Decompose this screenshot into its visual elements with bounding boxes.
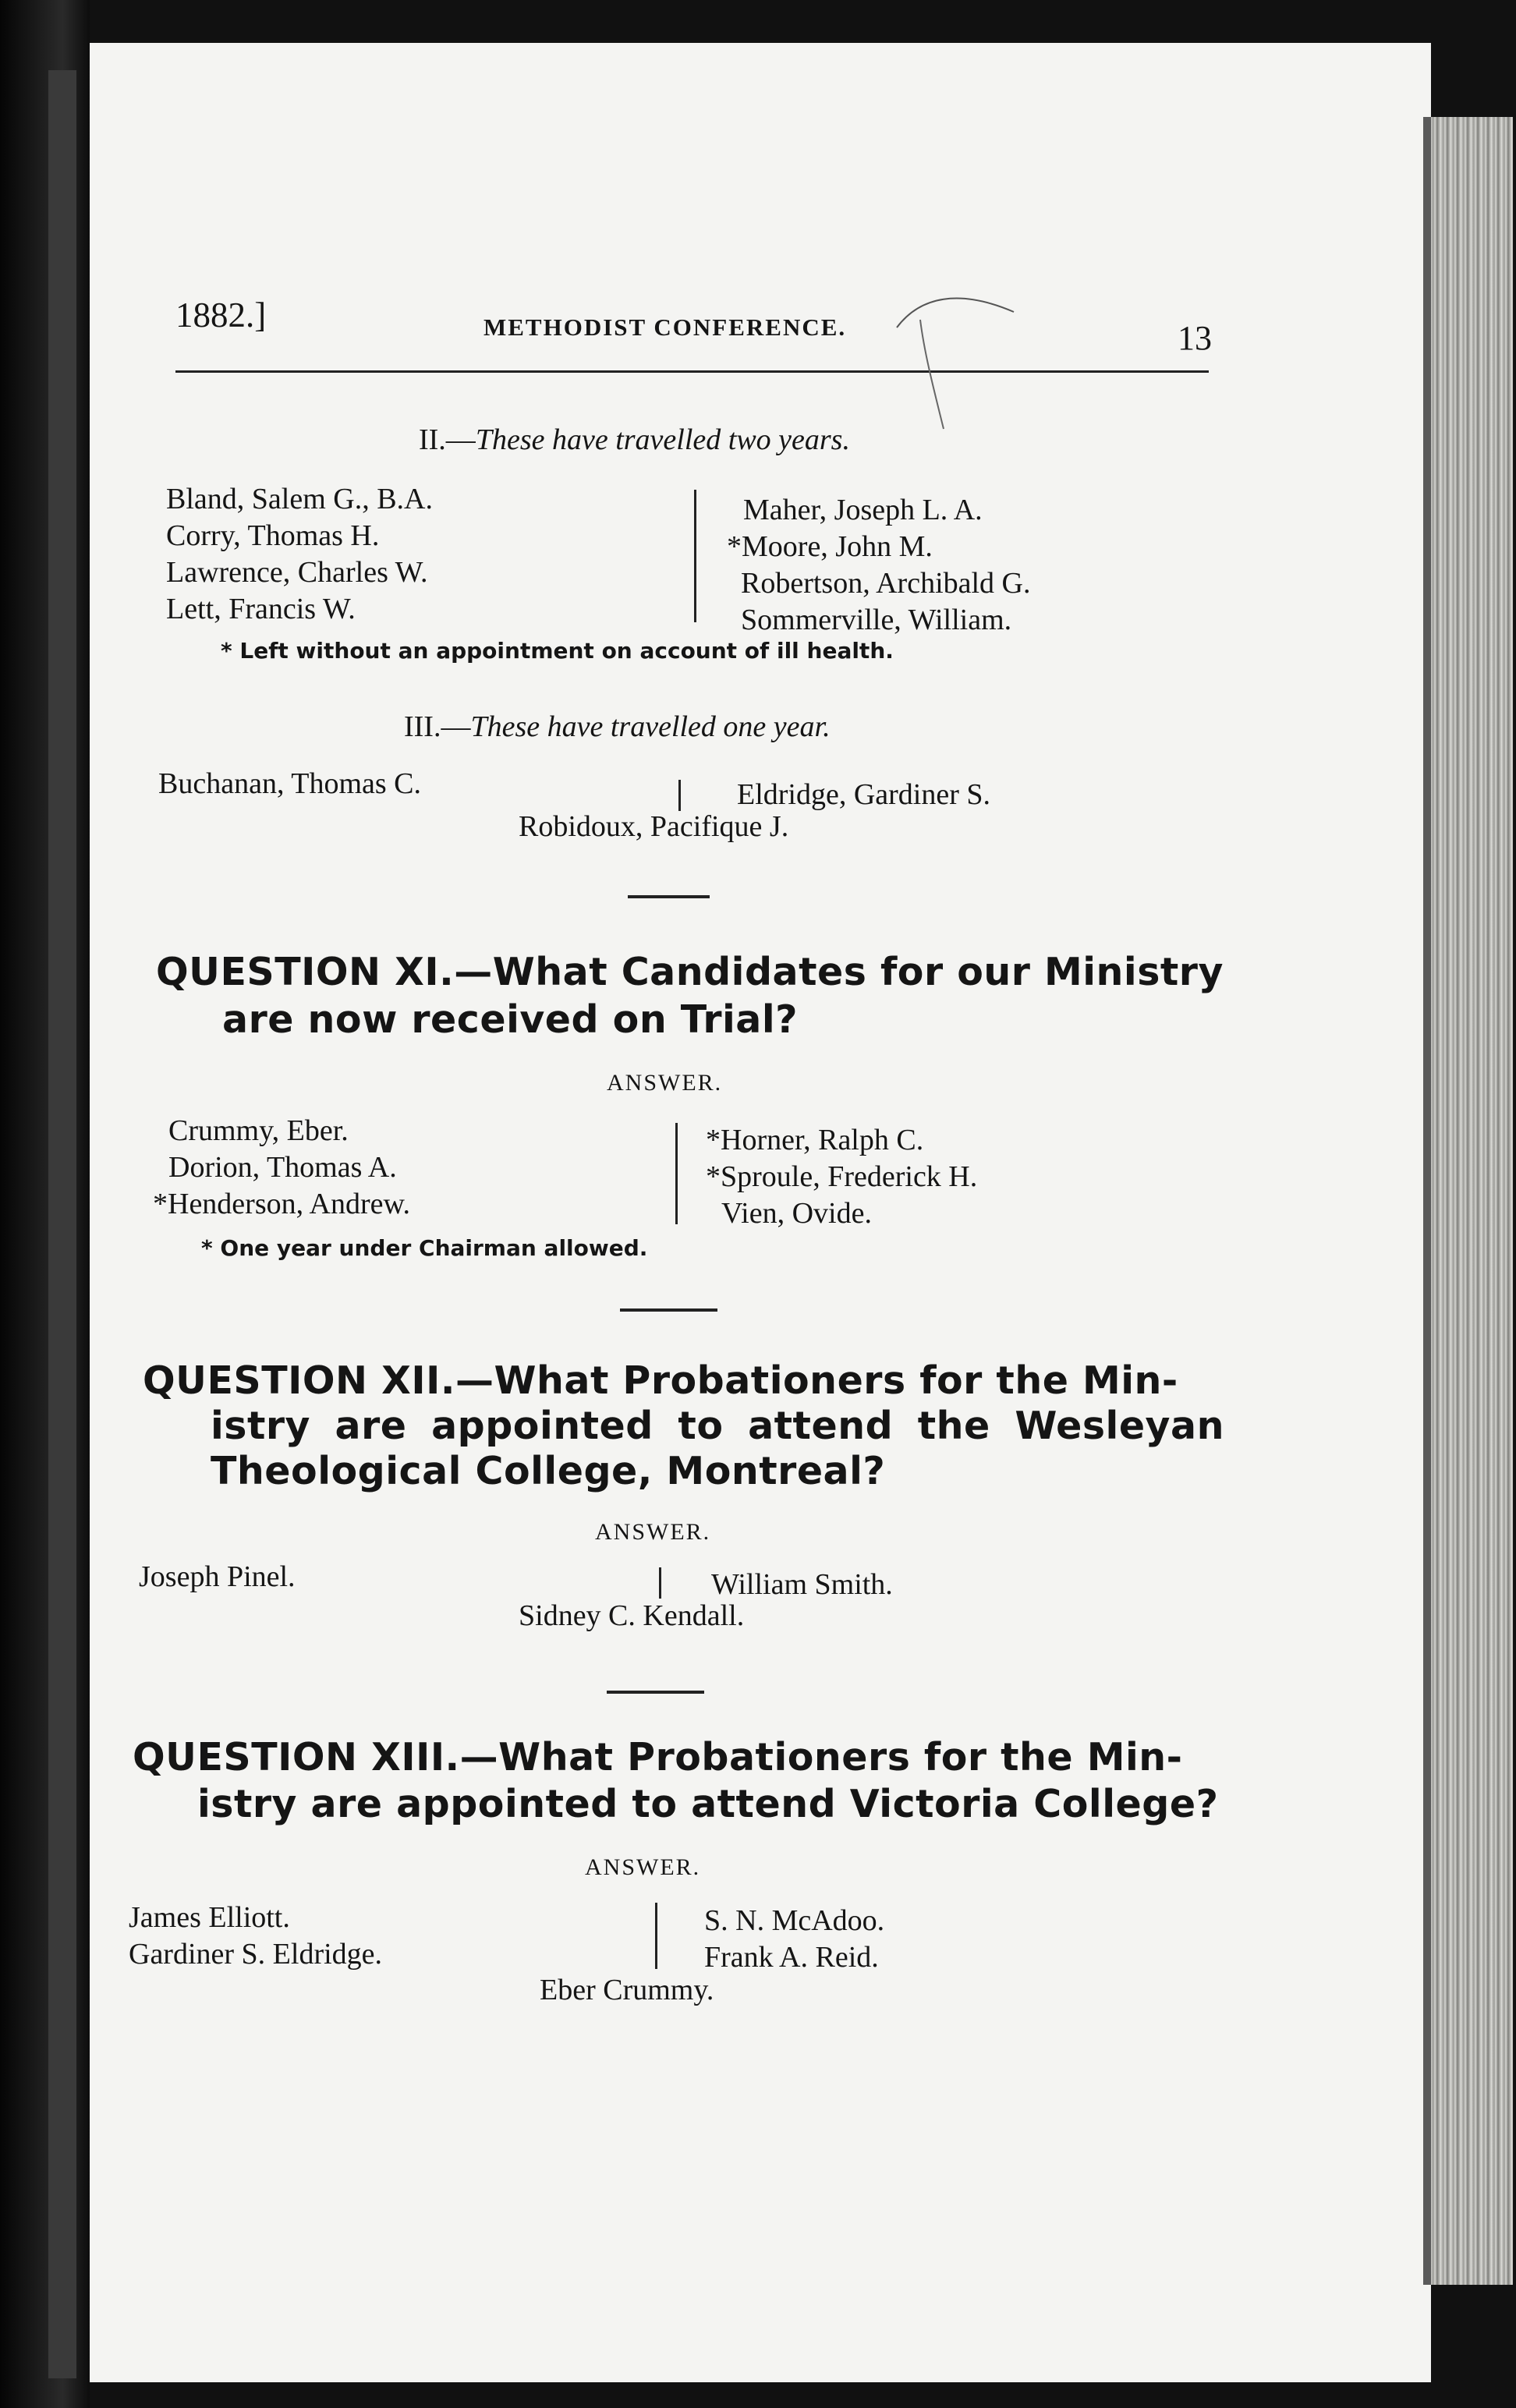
- question-xi-line-1: QUESTION XI.—What Candidates for our Ministry: [156, 950, 1224, 994]
- section-ii-right-name: Robertson, Archibald G.: [741, 567, 1031, 600]
- column-divider: [694, 490, 696, 622]
- section-ii-footnote: * Left without an appointment on account of ill health.: [221, 638, 894, 664]
- question-xi-left-name: Dorion, Thomas A.: [168, 1151, 397, 1184]
- question-xiii-right-name: Frank A. Reid.: [704, 1941, 879, 1974]
- question-xiii-left-name: James Elliott.: [129, 1901, 290, 1934]
- header-rule: [175, 370, 1209, 373]
- question-xiii-right-name: S. N. McAdoo.: [704, 1904, 885, 1937]
- section-ii-heading: [419, 423, 850, 457]
- header-page-number: 13: [1178, 319, 1212, 357]
- question-xi-right-name: *Horner, Ralph C.: [706, 1124, 924, 1156]
- section-ii-right-name: *Moore, John M.: [727, 530, 933, 563]
- question-xi-right-name: *Sproule, Frederick H.: [706, 1160, 978, 1193]
- section-iii-heading-text: These have travelled one year.: [470, 710, 831, 743]
- column-divider: [659, 1567, 661, 1599]
- question-xi-footnote: * One year under Chairman allowed.: [201, 1235, 648, 1261]
- column-divider: [675, 1123, 678, 1224]
- section-ii-right-name: Maher, Joseph L. A.: [743, 494, 983, 526]
- section-ii-numeral: II.—: [419, 423, 476, 456]
- question-xiii-line-2: istry are appointed to attend Victoria College?: [197, 1782, 1219, 1826]
- question-xi-right-name: Vien, Ovide.: [721, 1197, 872, 1230]
- section-iii-center-name: Robidoux, Pacifique J.: [519, 810, 789, 843]
- section-ii-right-name: Sommerville, William.: [741, 604, 1012, 636]
- question-xiii-left-name: Gardiner S. Eldridge.: [129, 1938, 383, 1971]
- question-xi-left-name: *Henderson, Andrew.: [153, 1188, 410, 1220]
- section-ii-left-name: Corry, Thomas H.: [166, 519, 380, 552]
- question-xi-left-name: Crummy, Eber.: [168, 1114, 349, 1147]
- question-xiii-center-name: Eber Crummy.: [540, 1974, 714, 2006]
- section-iii-heading: [404, 710, 831, 744]
- header-year: 1882.]: [175, 296, 267, 335]
- question-xii-line-2: istry are appointed to attend the Wesleyan: [211, 1404, 1224, 1448]
- section-iii-left-name: Buchanan, Thomas C.: [158, 767, 422, 800]
- pencil-mark: [889, 281, 1029, 437]
- question-xiii-line-1: QUESTION XIII.—What Probationers for the Min-: [133, 1735, 1183, 1779]
- column-divider: [678, 780, 681, 811]
- section-separator: [620, 1308, 717, 1312]
- question-xiii-answer-label: ANSWER.: [585, 1854, 701, 1880]
- question-xi-line-2: are now received on Trial?: [222, 997, 799, 1042]
- header-title: METHODIST CONFERENCE.: [483, 313, 847, 341]
- question-xii-line-1: QUESTION XII.—What Probationers for the Min-: [143, 1358, 1178, 1403]
- section-ii-heading-text: These have travelled two years.: [475, 423, 850, 456]
- question-xi-answer-label: ANSWER.: [607, 1070, 723, 1096]
- question-xii-left-name: Joseph Pinel.: [139, 1560, 296, 1593]
- column-divider: [655, 1903, 657, 1969]
- question-xii-right-name: William Smith.: [711, 1568, 893, 1601]
- section-separator: [607, 1691, 704, 1694]
- question-xii-line-3: Theological College, Montreal?: [211, 1449, 886, 1493]
- section-iii-right-name: Eldridge, Gardiner S.: [737, 778, 991, 811]
- section-ii-left-name: Lett, Francis W.: [166, 593, 356, 625]
- section-iii-numeral: III.—: [404, 710, 471, 743]
- question-xii-center-name: Sidney C. Kendall.: [519, 1599, 745, 1632]
- section-ii-left-name: Lawrence, Charles W.: [166, 556, 428, 589]
- question-xii-answer-label: ANSWER.: [595, 1519, 711, 1545]
- section-ii-left-name: Bland, Salem G., B.A.: [166, 483, 433, 515]
- section-separator: [628, 895, 710, 898]
